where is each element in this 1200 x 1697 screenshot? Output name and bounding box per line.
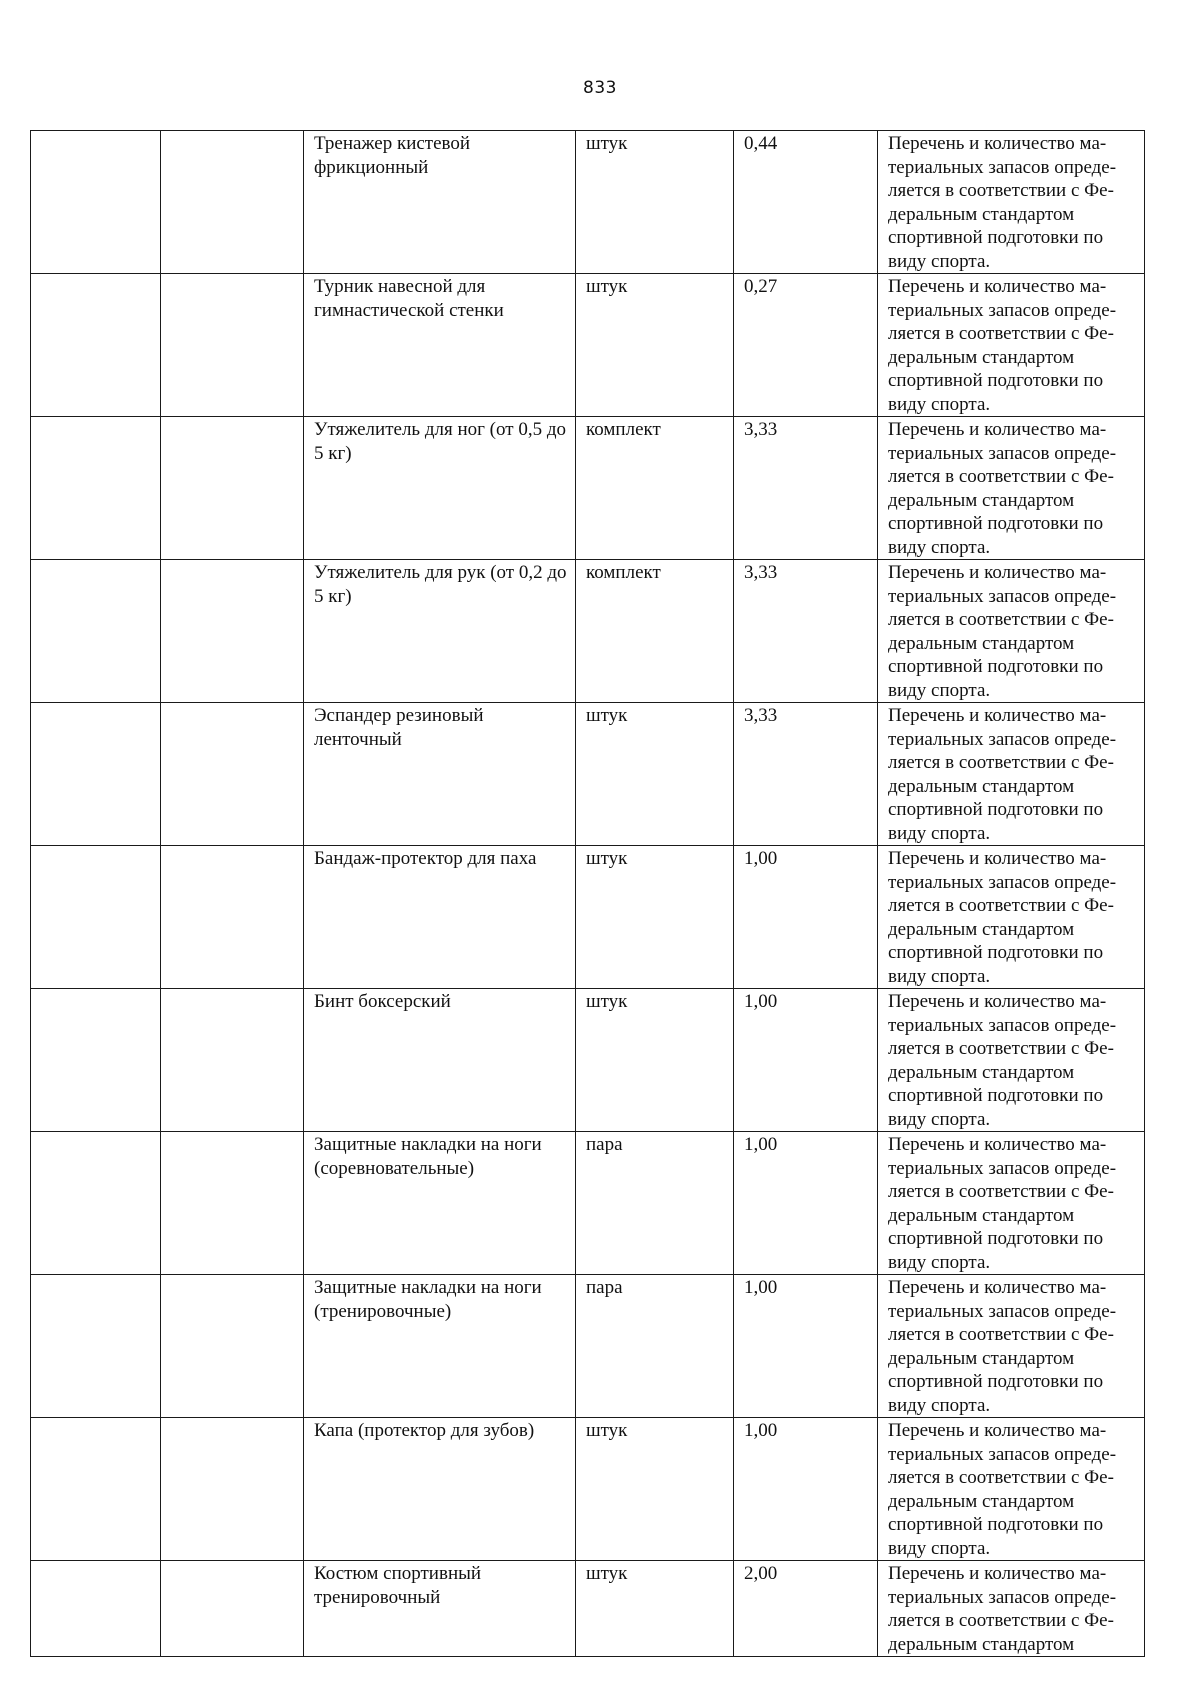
note-line: виду спорта. (888, 250, 991, 272)
note-line: деральным стандартом (888, 632, 1075, 654)
note-line: ляется в соответствии с Фе- (888, 895, 1114, 916)
note-cell (878, 989, 1145, 1132)
table-row (31, 560, 1145, 703)
unit-cell: пара (576, 1275, 734, 1418)
note-line: Перечень и количество ма- (888, 562, 1107, 583)
note-line: виду спорта. (888, 1108, 991, 1130)
note-line: ляется в соответствии с Фе- (888, 1181, 1114, 1202)
note-line: спортивной подготовки по (888, 1228, 1104, 1249)
quantity-cell: 0,44 (734, 131, 878, 274)
unit-cell: комплект (576, 560, 734, 703)
table-row (31, 846, 1145, 989)
note-line: Перечень и количество ма- (888, 705, 1107, 726)
note-line: виду спорта. (888, 822, 991, 844)
page-number: 833 (583, 78, 617, 98)
item-name-cell: Бандаж-протектор для паха (304, 846, 576, 989)
empty-cell-col1 (31, 703, 161, 846)
note-line: спортивной подготовки по (888, 942, 1104, 963)
quantity-cell: 0,27 (734, 274, 878, 417)
unit-cell: штук (576, 274, 734, 417)
item-name-cell: Тренажер кистевой фрикционный (304, 131, 576, 274)
empty-cell-col1 (31, 131, 161, 274)
table-row (31, 1132, 1145, 1275)
note-line: виду спорта. (888, 1537, 991, 1559)
note-cell (878, 703, 1145, 846)
empty-cell-col1 (31, 274, 161, 417)
empty-cell-col1 (31, 1132, 161, 1275)
empty-cell-col2 (161, 989, 304, 1132)
note-line: Перечень и количество ма- (888, 991, 1107, 1012)
note-line: ляется в соответствии с Фе- (888, 1038, 1114, 1059)
empty-cell-col1 (31, 1275, 161, 1418)
note-line: Перечень и количество ма- (888, 1420, 1107, 1441)
item-name-cell: Эспандер резиновый ленточный (304, 703, 576, 846)
item-name-cell: Капа (протектор для зубов) (304, 1418, 576, 1561)
note-line: ляется в соответствии с Фе- (888, 752, 1114, 773)
note-line: спортивной подготовки по (888, 1514, 1104, 1535)
note-line: Перечень и количество ма- (888, 1563, 1107, 1584)
empty-cell-col1 (31, 846, 161, 989)
note-line: спортивной подготовки по (888, 513, 1104, 534)
note-line: деральным стандартом (888, 1347, 1075, 1369)
note-line: виду спорта. (888, 536, 991, 558)
empty-cell-col1 (31, 1418, 161, 1561)
empty-cell-col2 (161, 274, 304, 417)
item-name-cell: Бинт боксерский (304, 989, 576, 1132)
empty-cell-col2 (161, 1418, 304, 1561)
unit-cell: пара (576, 1132, 734, 1275)
item-name-cell: Костюм спортивный тренировочный (304, 1561, 576, 1657)
unit-cell: штук (576, 989, 734, 1132)
note-line: териальных запасов опреде- (888, 1586, 1117, 1608)
item-name-cell: Защитные накладки на ноги (тренировочные) (304, 1275, 576, 1418)
note-line: спортивной подготовки по (888, 799, 1104, 820)
empty-cell-col2 (161, 703, 304, 846)
note-line: виду спорта. (888, 1394, 991, 1416)
note-cell (878, 274, 1145, 417)
note-line: териальных запасов опреде- (888, 1300, 1117, 1322)
unit-cell: штук (576, 703, 734, 846)
quantity-cell: 2,00 (734, 1561, 878, 1657)
quantity-cell: 3,33 (734, 560, 878, 703)
empty-cell-col1 (31, 417, 161, 560)
unit-cell: штук (576, 1561, 734, 1657)
note-line: ляется в соответствии с Фе- (888, 1610, 1114, 1631)
table-row (31, 274, 1145, 417)
note-cell (878, 1561, 1145, 1657)
note-line: виду спорта. (888, 1251, 991, 1273)
quantity-cell: 1,00 (734, 1275, 878, 1418)
note-line: териальных запасов опреде- (888, 1443, 1117, 1465)
quantity-cell: 1,00 (734, 1132, 878, 1275)
note-line: спортивной подготовки по (888, 370, 1104, 391)
table-body (31, 131, 1145, 1657)
note-line: териальных запасов опреде- (888, 1014, 1117, 1036)
note-cell (878, 1132, 1145, 1275)
unit-cell: комплект (576, 417, 734, 560)
item-name-cell: Утяжелитель для рук (от 0,2 до 5 кг) (304, 560, 576, 703)
note-line: спортивной подготовки по (888, 227, 1104, 248)
unit-cell: штук (576, 846, 734, 989)
empty-cell-col1 (31, 989, 161, 1132)
note-line: Перечень и количество ма- (888, 1134, 1107, 1155)
note-line: виду спорта. (888, 965, 991, 987)
empty-cell-col1 (31, 560, 161, 703)
note-line: ляется в соответствии с Фе- (888, 323, 1114, 344)
note-cell (878, 131, 1145, 274)
empty-cell-col1 (31, 1561, 161, 1657)
quantity-cell: 3,33 (734, 417, 878, 560)
note-line: териальных запасов опреде- (888, 871, 1117, 893)
item-name-cell: Турник навесной для гимнастической стенки (304, 274, 576, 417)
empty-cell-col2 (161, 846, 304, 989)
table-row (31, 989, 1145, 1132)
note-line: териальных запасов опреде- (888, 442, 1117, 464)
note-line: ляется в соответствии с Фе- (888, 1467, 1114, 1488)
empty-cell-col2 (161, 417, 304, 560)
table-row (31, 1418, 1145, 1561)
note-cell (878, 1418, 1145, 1561)
quantity-cell: 1,00 (734, 846, 878, 989)
note-line: ляется в соответствии с Фе- (888, 609, 1114, 630)
note-line: деральным стандартом (888, 346, 1075, 368)
quantity-cell: 3,33 (734, 703, 878, 846)
note-cell (878, 1275, 1145, 1418)
note-line: ляется в соответствии с Фе- (888, 1324, 1114, 1345)
table-row (31, 703, 1145, 846)
table-row (31, 1275, 1145, 1418)
note-line: деральным стандартом (888, 203, 1075, 225)
note-line: деральным стандартом (888, 1204, 1075, 1226)
note-line: териальных запасов опреде- (888, 728, 1117, 750)
equipment-table (30, 130, 1145, 1657)
note-line: Перечень и количество ма- (888, 848, 1107, 869)
note-line: ляется в соответствии с Фе- (888, 466, 1114, 487)
table-row (31, 131, 1145, 274)
empty-cell-col2 (161, 1561, 304, 1657)
table-row (31, 417, 1145, 560)
empty-cell-col2 (161, 560, 304, 703)
note-line: виду спорта. (888, 393, 991, 415)
note-cell (878, 417, 1145, 560)
note-line: деральным стандартом (888, 918, 1075, 940)
note-line: деральным стандартом (888, 1490, 1075, 1512)
table-row (31, 1561, 1145, 1657)
note-line: спортивной подготовки по (888, 656, 1104, 677)
note-line: териальных запасов опреде- (888, 585, 1117, 607)
note-line: деральным стандартом (888, 1061, 1075, 1083)
note-line: деральным стандартом (888, 1633, 1075, 1655)
quantity-cell: 1,00 (734, 989, 878, 1132)
empty-cell-col2 (161, 1132, 304, 1275)
unit-cell: штук (576, 131, 734, 274)
note-cell (878, 846, 1145, 989)
item-name-cell: Утяжелитель для ног (от 0,5 до 5 кг) (304, 417, 576, 560)
note-line: Перечень и количество ма- (888, 419, 1107, 440)
note-line: спортивной подготовки по (888, 1371, 1104, 1392)
note-line: виду спорта. (888, 679, 991, 701)
note-line: Перечень и количество ма- (888, 1277, 1107, 1298)
note-line: териальных запасов опреде- (888, 299, 1117, 321)
note-line: териальных запасов опреде- (888, 156, 1117, 178)
note-line: деральным стандартом (888, 775, 1075, 797)
note-line: териальных запасов опреде- (888, 1157, 1117, 1179)
quantity-cell: 1,00 (734, 1418, 878, 1561)
note-line: ляется в соответствии с Фе- (888, 180, 1114, 201)
item-name-cell: Защитные накладки на ноги (соревновательные) (304, 1132, 576, 1275)
note-cell (878, 560, 1145, 703)
unit-cell: штук (576, 1418, 734, 1561)
note-line: Перечень и количество ма- (888, 276, 1107, 297)
note-line: деральным стандартом (888, 489, 1075, 511)
empty-cell-col2 (161, 1275, 304, 1418)
note-line: Перечень и количество ма- (888, 133, 1107, 154)
note-line: спортивной подготовки по (888, 1085, 1104, 1106)
empty-cell-col2 (161, 131, 304, 274)
